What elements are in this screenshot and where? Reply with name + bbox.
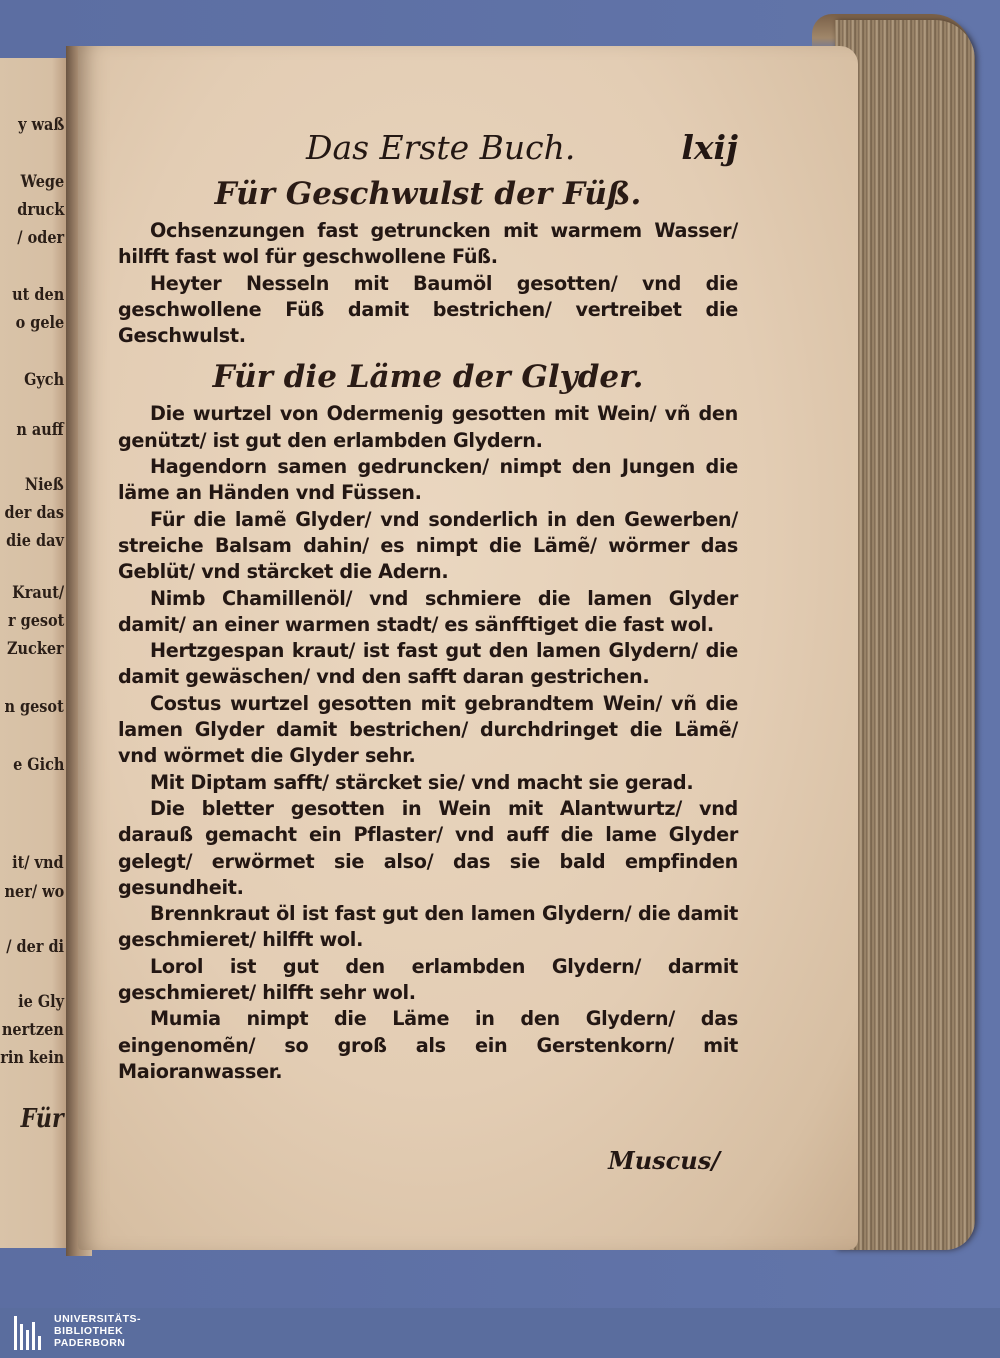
text-block xyxy=(118,128,738,1175)
left-page-fragment: Wege xyxy=(20,172,64,192)
library-name-line: BIBLIOTHEK xyxy=(54,1325,124,1337)
left-page-fragment: Nieß xyxy=(25,475,64,495)
paragraph: Die wurtzel von Odermenig gesotten mit Wein/ vñ den genützt/ ist gut den erlambden Glydern. xyxy=(118,402,738,452)
left-page-fragment: Gych xyxy=(23,370,64,390)
library-logo-icon xyxy=(14,1316,44,1350)
paragraph: Die bletter gesotten in Wein mit Alantwurtz/ vnd darauß gemacht ein Pflaster/ vnd auff die lame Glyder gelegt/ erwörmet sie also/ das sie bald empfinden gesundheit. xyxy=(118,796,738,899)
left-page-fragment: ie Gly xyxy=(18,992,64,1012)
left-page-fragment: n auff xyxy=(16,420,64,440)
left-page-fragment: Kraut/ xyxy=(12,583,64,603)
left-page-text xyxy=(0,58,74,1248)
library-name-line: UNIVERSITÄTS- xyxy=(54,1313,142,1325)
catchword: Muscus/ xyxy=(608,1146,720,1175)
left-page-fragment: n gesot xyxy=(4,697,64,717)
paragraph: Für die lamẽ Glyder/ vnd sonderlich in den Gewerben/ streiche Balsam dahin/ es nimpt die Lämẽ/ wörmer das Geblüt/ vnd stärcket die Adern. xyxy=(118,507,738,584)
left-page-fragment: ner/ wo xyxy=(4,882,64,902)
paragraph: Mumia nimpt die Läme in den Glydern/ das eingenomẽn/ so groß als ein Gerstenkorn/ mit Maioranwasser. xyxy=(118,1007,738,1083)
paragraph: Heyter Nesseln mit Baumöl gesotten/ vnd die geschwollene Füß damit bestrichen/ vertreibet die Geschwulst. xyxy=(118,271,738,348)
section-heading: Für die Läme der Glyder. xyxy=(212,359,644,396)
left-page-fragment: / der di xyxy=(6,937,64,957)
paragraph: Hagendorn samen gedruncken/ nimpt den Jungen die läme an Händen vnd Füssen. xyxy=(118,455,738,505)
left-page-fragment: it/ vnd xyxy=(12,853,64,873)
library-name xyxy=(54,1313,141,1349)
left-page-fragment: Zucker xyxy=(7,639,64,659)
page-header xyxy=(118,128,738,172)
left-page-fragment: nertzen xyxy=(2,1020,64,1040)
left-page-fragment: ut den xyxy=(11,285,64,305)
paragraph: Mit Diptam safft/ stärcket sie/ vnd macht sie gerad. xyxy=(150,770,694,794)
paragraph: Lorol ist gut den erlambden Glydern/ darmit geschmieret/ hilfft sehr wol. xyxy=(118,954,738,1005)
library-name-line: PADERBORN xyxy=(54,1337,126,1349)
section-heading: Für Geschwulst der Füß. xyxy=(214,176,642,212)
paragraph: Ochsenzungen fast getruncken mit warmem Wasser/ hilfft fast wol für geschwollene Füß. xyxy=(118,219,738,269)
library-footer xyxy=(0,1308,1000,1358)
left-page-fragment: druck xyxy=(16,200,64,220)
paragraph: Brennkraut öl ist fast gut den lamen Glydern/ die damit geschmieret/ hilfft wol. xyxy=(118,902,738,952)
left-page-fragment: rin kein xyxy=(0,1048,64,1068)
left-page-fragment: r gesot xyxy=(7,611,64,631)
running-head: Das Erste Buch. xyxy=(306,128,576,167)
paragraph: Costus wurtzel gesotten mit gebrandtem Wein/ vñ die lamen Glyder damit bestrichen/ durchdringet die Lämẽ/ vnd wörmet die Glyder sehr. xyxy=(118,691,738,768)
left-page-fragment: e Gich xyxy=(12,755,64,775)
left-page-fragment: / oder xyxy=(17,228,64,248)
left-page-fragment: die dav xyxy=(6,531,64,551)
paragraph: Hertzgespan kraut/ ist fast gut den lamen Glydern/ die damit gewäschen/ vnd den safft daran gestrichen. xyxy=(118,639,738,689)
left-page-fragment: y waß xyxy=(17,115,64,135)
left-page-fragment: o gele xyxy=(15,313,64,333)
left-page-fragment: der das xyxy=(4,503,64,523)
folio-number: lxij xyxy=(681,128,738,167)
left-page-fragment: Für xyxy=(20,1104,64,1134)
left-page xyxy=(0,58,74,1248)
paragraph: Nimb Chamillenöl/ vnd schmiere die lamen Glyder damit/ an einer warmen stadt/ es sänfftiget die fast wol. xyxy=(118,586,738,636)
